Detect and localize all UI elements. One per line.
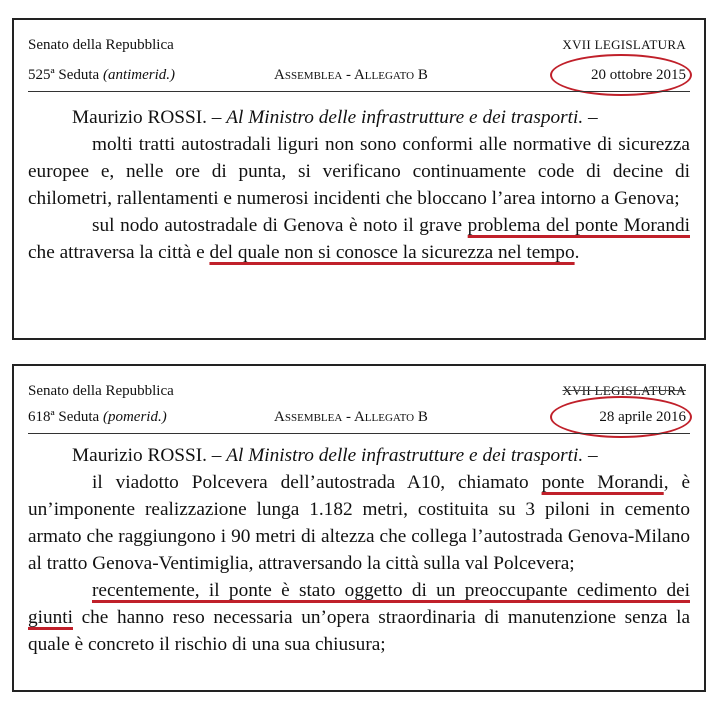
addressee: Al Ministro delle infrastrutture e dei trasporti. – — [226, 107, 598, 128]
underlined-phrase-morandi: problema del ponte Morandi — [467, 215, 690, 236]
session-number: 618ª Seduta — [28, 409, 100, 425]
date-highlight-oval — [550, 54, 692, 96]
header-divider — [28, 91, 690, 92]
assembly-label: Assemblea - Allegato B — [274, 409, 428, 425]
session-type: (antimerid.) — [102, 67, 176, 83]
paragraph-1: molti tratti autostradali liguri non sono conformi alle normative di sicurezza europee e, nelle ore di punta, si verificano continuamente code di decine di chilometri, rallentamenti e numerosi incidenti che bloccano l’area intorno a Genova; — [28, 134, 690, 209]
paragraph-2 — [28, 212, 690, 266]
date-highlight-oval — [550, 396, 692, 438]
session-info — [28, 409, 167, 426]
paragraph-2-text-b: che attraversa la città e — [28, 242, 210, 263]
paragraph-2 — [28, 577, 690, 658]
author-line — [28, 104, 690, 131]
underlined-phrase-safety: del quale non si conosce la sicurezza nel tempo — [209, 242, 575, 263]
senate-document-2016 — [12, 364, 706, 692]
session-number: 525ª Seduta — [28, 67, 100, 83]
session-info — [28, 67, 175, 84]
assembly-label: Assemblea - Allegato B — [274, 67, 428, 83]
paragraph-1 — [28, 469, 690, 577]
author-name: Maurizio ROSSI. – — [72, 107, 222, 128]
senate-name: Senato della Repubblica — [28, 383, 174, 399]
document-body — [28, 442, 690, 658]
legislature-label: XVII LEGISLATURA — [562, 383, 686, 398]
underlined-phrase-ponte-morandi: ponte Morandi — [541, 472, 664, 493]
legislature-label: XVII LEGISLATURA — [562, 37, 686, 52]
session-type: (pomerid.) — [102, 409, 167, 425]
senate-name: Senato della Repubblica — [28, 37, 174, 53]
addressee: Al Ministro delle infrastrutture e dei trasporti. – — [226, 445, 598, 466]
paragraph-2-text: che hanno reso necessaria un’opera straordinaria di manutenzione senza la quale è concreto il rischio di una sua chiusura; — [28, 607, 690, 655]
session-date: 20 ottobre 2015 — [591, 67, 686, 83]
header-divider — [28, 433, 690, 434]
author-line — [28, 442, 690, 469]
paragraph-2-text: sul nodo autostradale di Genova è noto il grave — [92, 215, 468, 236]
paragraph-1-text-b: , è un’imponente realizzazione lunga 1.182 metri, costituita su 3 piloni in cemento armato che raggiungono i 90 metri di altezza che collega l’autostrada Genova-Milano al tratto Genova-Ventimiglia, attraversando la città sulla val Polcevera; — [28, 472, 691, 574]
paragraph-2-end: . — [574, 242, 580, 263]
underlined-phrase-cedimento: recentemente, il ponte è stato oggetto di un preoccupante cedimento dei giunti — [28, 580, 690, 628]
senate-document-2015 — [12, 18, 706, 340]
author-name: Maurizio ROSSI. – — [72, 445, 222, 466]
document-body — [28, 104, 690, 266]
session-date: 28 aprile 2016 — [599, 409, 686, 425]
paragraph-1-text: il viadotto Polcevera dell’autostrada A10, chiamato — [92, 472, 542, 493]
